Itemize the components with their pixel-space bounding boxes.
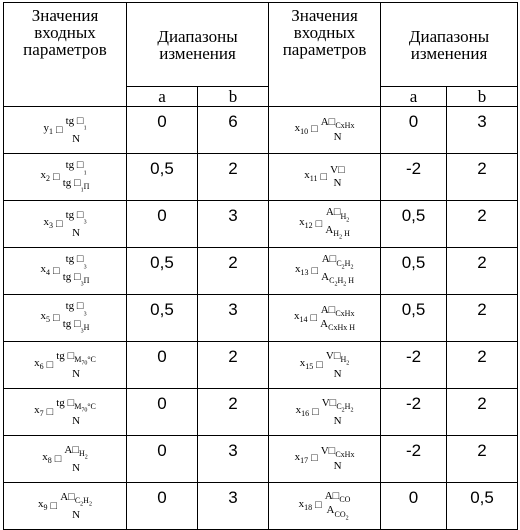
header-params-line-3: параметров: [23, 40, 107, 59]
fraction: [56, 397, 96, 427]
header-b-left: b: [198, 87, 269, 107]
parameter-index: 4: [46, 268, 51, 278]
numerator-symbol: A: [320, 303, 329, 316]
box-glyph: □: [72, 443, 79, 456]
numerator-subscript: H2: [340, 211, 350, 224]
fraction-numerator: [66, 159, 87, 177]
fraction-numerator: [56, 397, 96, 415]
denominator-symbol: N: [333, 459, 342, 472]
fraction-numerator: [326, 350, 349, 368]
value-b-right: 2: [447, 295, 518, 342]
equals-box-glyph: □: [316, 358, 323, 371]
numerator-symbol: V: [320, 445, 329, 458]
parameter-expression: [269, 154, 381, 201]
value-a-left: 0: [127, 107, 198, 154]
fraction-numerator: [56, 350, 96, 368]
parameter-expression: [269, 436, 381, 483]
parameter-var: x: [295, 404, 302, 417]
value-b-left: 2: [198, 389, 269, 436]
parameter-index: 8: [47, 456, 52, 466]
box-glyph: □: [67, 396, 75, 409]
box-glyph: □: [328, 445, 336, 458]
fraction-denominator: [72, 415, 80, 428]
denominator-symbol: N: [72, 226, 81, 239]
denominator-subscript: CxHx H: [328, 323, 356, 333]
value-a-left: 0: [127, 389, 198, 436]
parameter-var: x: [295, 263, 301, 276]
numerator-subscript: C2H2: [336, 402, 354, 414]
header-a-left: a: [127, 87, 198, 107]
parameter-label: [34, 358, 44, 371]
value-b-right: 0,5: [447, 483, 518, 530]
fraction-numerator: [321, 445, 355, 459]
numerator-symbol: A: [64, 443, 73, 456]
fraction-denominator: [72, 227, 80, 240]
equals-box-glyph: □: [311, 264, 319, 277]
box-glyph: □: [332, 489, 340, 502]
numerator-subscript: H2: [340, 355, 350, 367]
header-ranges-right: [381, 3, 518, 87]
equals-box-glyph: □: [312, 405, 319, 418]
fraction-numerator: [325, 490, 351, 504]
denominator-symbol: N: [72, 367, 81, 380]
equals-box-glyph: □: [320, 170, 328, 183]
header-input-params-right: [269, 3, 381, 107]
value-b-right: 3: [447, 107, 518, 154]
box-glyph: □: [76, 159, 84, 172]
box-glyph: □: [67, 349, 75, 362]
numerator-subscript: 3: [83, 264, 87, 271]
fraction: [66, 209, 87, 239]
fraction-denominator: [63, 318, 90, 336]
numerator-subscript: 3: [83, 219, 87, 226]
parameter-index: 13: [300, 268, 309, 278]
parameter-var: y: [43, 122, 49, 135]
fraction-numerator: [321, 116, 355, 130]
numerator-subscript: C2H2: [336, 258, 354, 271]
parameter-label: [299, 499, 313, 512]
header-params-line-2: входных: [293, 23, 356, 42]
fraction: [321, 445, 355, 472]
value-b-left: 2: [198, 342, 269, 389]
fraction: [326, 350, 349, 380]
fraction-numerator: [321, 304, 355, 318]
fraction: [325, 490, 351, 522]
fraction: [330, 164, 345, 189]
box-glyph: □: [76, 300, 84, 313]
numerator-subscript: CxHx: [335, 308, 355, 318]
fraction: [320, 304, 355, 333]
equals-box-glyph: □: [310, 311, 318, 324]
numerator-symbol: V: [330, 164, 339, 177]
parameter-index: 5: [46, 315, 51, 325]
parameter-expression: [4, 248, 127, 295]
denominator-subscript: C2H2 H: [329, 276, 355, 288]
value-b-left: 2: [198, 154, 269, 201]
fraction-denominator: [320, 318, 355, 332]
value-a-left: 0: [127, 201, 198, 248]
numerator-symbol: V: [321, 396, 330, 409]
fraction: [325, 206, 350, 241]
equals-box-glyph: □: [55, 123, 63, 136]
denominator-symbol: N: [333, 177, 342, 189]
box-glyph: □: [328, 303, 336, 316]
numerator-subscript: М70°C: [74, 402, 96, 414]
equals-box-glyph: □: [311, 452, 318, 465]
equals-box-glyph: □: [311, 123, 318, 136]
denominator-symbol: N: [72, 132, 81, 145]
parameter-index: 6: [39, 362, 44, 372]
header-ranges-line-1: Диапазоны: [408, 26, 490, 46]
parameter-expression: [4, 295, 127, 342]
parameter-label: [38, 499, 48, 512]
equals-box-glyph: □: [54, 452, 62, 465]
fraction-denominator: [334, 415, 342, 428]
numerator-subscript: C2H2: [74, 496, 92, 508]
fraction: [322, 397, 354, 427]
value-a-right: 0,5: [381, 295, 447, 342]
parameter-index: 16: [301, 409, 310, 419]
fraction-numerator: [322, 253, 354, 271]
denominator-subscript: CO2: [334, 509, 349, 522]
value-a-left: 0: [127, 483, 198, 530]
fraction-denominator: [327, 504, 349, 522]
parameter-label: [41, 311, 51, 324]
parameter-index: 14: [299, 315, 308, 325]
parameter-var: x: [304, 169, 310, 182]
parameter-label: [41, 170, 51, 183]
equals-box-glyph: □: [315, 499, 322, 512]
value-a-right: -2: [381, 342, 447, 389]
value-b-right: 2: [447, 154, 518, 201]
equals-box-glyph: □: [315, 217, 323, 230]
table-row: [4, 342, 518, 389]
parameter-var: x: [294, 310, 300, 323]
parameter-label: [295, 452, 309, 465]
numerator-symbol: tg: [65, 114, 75, 127]
fraction: [63, 159, 90, 194]
box-glyph: □: [76, 253, 84, 266]
table-row: [4, 295, 518, 342]
value-b-left: 3: [198, 436, 269, 483]
parameter-index: 12: [304, 221, 313, 231]
parameter-expression: [4, 436, 127, 483]
value-a-left: 0: [127, 436, 198, 483]
table-row: [4, 107, 518, 154]
value-b-left: 3: [198, 201, 269, 248]
parameter-index: 1: [48, 127, 53, 137]
table-row: [4, 154, 518, 201]
denominator-symbol: A: [325, 224, 334, 236]
parameter-expression: [269, 483, 381, 530]
fraction-denominator: [334, 460, 342, 473]
numerator-subscript: 1: [83, 125, 87, 132]
parameter-var: x: [34, 357, 40, 370]
header-ranges-left: [127, 3, 269, 87]
fraction-numerator: [66, 115, 87, 133]
value-a-right: 0,5: [381, 248, 447, 295]
header-params-line-2: входных: [34, 23, 96, 42]
parameter-expression: [4, 342, 127, 389]
header-ranges-line-2: изменения: [410, 43, 488, 63]
value-b-left: 3: [198, 295, 269, 342]
box-glyph: □: [328, 116, 336, 129]
table-row: [4, 248, 518, 295]
parameter-var: x: [42, 451, 48, 464]
value-a-right: 0: [381, 483, 447, 530]
box-glyph: □: [74, 318, 81, 330]
numerator-symbol: tg: [65, 208, 75, 221]
fraction-denominator: [72, 133, 80, 146]
fraction-denominator: [72, 462, 80, 475]
denominator-subscript: 3П: [80, 276, 90, 288]
parameter-index: 9: [43, 503, 48, 513]
numerator-symbol: tg: [56, 349, 65, 362]
fraction-numerator: [60, 491, 92, 509]
value-a-left: 0: [127, 342, 198, 389]
header-params-line-1: Значения: [291, 6, 358, 25]
value-b-right: 2: [447, 248, 518, 295]
header-params-line-1: Значения: [31, 6, 99, 25]
box-glyph: □: [333, 206, 341, 219]
value-b-right: 2: [447, 436, 518, 483]
equals-box-glyph: □: [53, 311, 60, 324]
numerator-symbol: V: [325, 349, 334, 362]
parameter-label: [43, 217, 53, 230]
denominator-symbol: tg: [62, 318, 72, 330]
value-b-left: 3: [198, 483, 269, 530]
fraction: [56, 350, 96, 380]
parameter-label: [41, 264, 51, 277]
numerator-symbol: tg: [56, 396, 65, 409]
value-b-right: 2: [447, 342, 518, 389]
denominator-symbol: N: [72, 414, 81, 427]
numerator-subscript: CO: [339, 495, 351, 505]
header-params-line-3: параметров: [282, 40, 367, 59]
parameter-label: [296, 405, 310, 418]
numerator-symbol: A: [325, 206, 334, 219]
fraction-denominator: [63, 271, 90, 289]
parameter-label: [295, 123, 309, 136]
numerator-subscript: CxHx: [335, 450, 355, 460]
parameter-expression: [269, 201, 381, 248]
parameter-var: x: [40, 169, 47, 182]
table-body: [4, 107, 518, 530]
value-a-right: 0,5: [381, 201, 447, 248]
parameter-label: [304, 170, 317, 183]
parameter-expression: [269, 389, 381, 436]
value-a-left: 0,5: [127, 154, 198, 201]
parameter-label: [34, 405, 44, 418]
parameter-index: 11: [309, 174, 318, 184]
parameter-expression: [269, 248, 381, 295]
denominator-symbol: A: [321, 271, 330, 283]
value-a-left: 0,5: [127, 295, 198, 342]
parameter-label: [295, 264, 309, 277]
header-input-params-left: [4, 3, 127, 107]
parameter-var: x: [34, 404, 40, 417]
fraction-numerator: [330, 164, 345, 177]
box-glyph: □: [329, 396, 337, 409]
parameter-var: x: [299, 216, 305, 229]
fraction-numerator: [66, 300, 87, 318]
equals-box-glyph: □: [53, 264, 60, 277]
table-row: [4, 201, 518, 248]
value-b-right: 2: [447, 389, 518, 436]
fraction: [60, 491, 92, 521]
parameter-var: x: [40, 263, 47, 276]
fraction-denominator: [72, 509, 80, 522]
denominator-subscript: 1П: [80, 182, 90, 194]
box-glyph: □: [329, 253, 337, 266]
equals-box-glyph: □: [53, 170, 60, 183]
numerator-subscript: М70°C: [74, 355, 96, 367]
parameter-index: 15: [305, 362, 314, 372]
denominator-symbol: tg: [62, 271, 72, 283]
fraction-denominator: [63, 177, 90, 195]
parameter-expression: [4, 483, 127, 530]
value-b-right: 2: [447, 201, 518, 248]
parameter-expression: [4, 107, 127, 154]
fraction: [63, 253, 90, 288]
parameter-expression: [269, 107, 381, 154]
parameter-var: x: [299, 357, 306, 370]
fraction: [321, 253, 354, 288]
denominator-symbol: N: [72, 461, 81, 474]
parameter-expression: [4, 201, 127, 248]
parameter-var: x: [43, 216, 49, 229]
value-a-right: 0: [381, 107, 447, 154]
fraction-denominator: [334, 131, 342, 144]
equals-box-glyph: □: [55, 217, 63, 230]
numerator-symbol: A: [324, 489, 333, 502]
numerator-subscript: 3: [83, 311, 87, 318]
value-a-left: 0,5: [127, 248, 198, 295]
box-glyph: □: [76, 114, 84, 127]
numerator-subscript: H2: [78, 449, 88, 461]
parameter-index: 18: [304, 503, 313, 513]
parameter-var: x: [38, 498, 44, 511]
box-glyph: □: [68, 490, 75, 503]
parameter-var: x: [298, 498, 305, 511]
parameter-index: 7: [39, 409, 44, 419]
fraction: [66, 115, 87, 145]
fraction: [321, 116, 355, 143]
fraction-denominator: [333, 177, 341, 190]
header-b-right: b: [447, 87, 518, 107]
parameter-ranges-table: [3, 2, 518, 530]
parameter-label: [294, 311, 308, 324]
denominator-symbol: A: [326, 504, 335, 517]
value-a-right: -2: [381, 436, 447, 483]
parameter-expression: [269, 295, 381, 342]
value-b-left: 2: [198, 248, 269, 295]
numerator-subscript: 1: [83, 170, 87, 177]
equals-box-glyph: □: [46, 405, 54, 418]
equals-box-glyph: □: [46, 358, 54, 371]
denominator-symbol: tg: [62, 177, 72, 189]
fraction-numerator: [326, 206, 349, 224]
fraction: [63, 300, 90, 335]
numerator-symbol: tg: [65, 300, 75, 313]
fraction-numerator: [66, 253, 87, 271]
parameter-label: [42, 452, 52, 465]
box-glyph: □: [333, 349, 341, 362]
value-b-left: 6: [198, 107, 269, 154]
parameter-expression: [269, 342, 381, 389]
table-row: [4, 389, 518, 436]
fraction-numerator: [322, 397, 354, 415]
denominator-symbol: N: [333, 130, 342, 143]
header-a-right: a: [381, 87, 447, 107]
value-a-right: -2: [381, 154, 447, 201]
box-glyph: □: [76, 208, 84, 221]
parameter-expression: [4, 389, 127, 436]
table-row: [4, 436, 518, 483]
equals-box-glyph: □: [50, 499, 58, 512]
numerator-symbol: tg: [65, 253, 75, 266]
denominator-symbol: N: [333, 367, 342, 380]
fraction-denominator: [321, 271, 354, 289]
parameter-label: [299, 217, 313, 230]
numerator-symbol: A: [321, 253, 330, 266]
fraction: [64, 444, 87, 474]
denominator-symbol: N: [333, 414, 342, 427]
parameter-var: x: [294, 451, 301, 464]
parameter-index: 17: [300, 456, 309, 466]
parameter-var: x: [294, 122, 301, 135]
fraction-denominator: [334, 368, 342, 381]
header-ranges-line-2: изменения: [159, 43, 236, 63]
denominator-symbol: A: [320, 318, 329, 330]
value-a-right: -2: [381, 389, 447, 436]
fraction-denominator: [72, 368, 80, 381]
fraction-denominator: [325, 224, 350, 242]
parameter-index: 2: [46, 174, 51, 184]
parameter-label: [43, 123, 53, 136]
fraction-numerator: [66, 209, 87, 227]
header-ranges-line-1: Диапазоны: [157, 26, 238, 46]
box-glyph: □: [338, 164, 345, 177]
box-glyph: □: [74, 271, 81, 283]
table-row: [4, 483, 518, 530]
parameter-var: x: [40, 310, 47, 323]
box-glyph: □: [74, 177, 81, 189]
parameter-index: 3: [48, 221, 53, 231]
numerator-subscript: CxHx: [335, 121, 355, 131]
parameter-expression: [4, 154, 127, 201]
denominator-symbol: N: [72, 508, 81, 521]
parameter-label: [300, 358, 314, 371]
numerator-symbol: A: [60, 490, 69, 503]
denominator-subscript: H2 H: [333, 229, 350, 241]
fraction-numerator: [64, 444, 87, 462]
parameter-index: 10: [300, 127, 309, 137]
numerator-symbol: A: [320, 116, 329, 129]
numerator-symbol: tg: [65, 159, 75, 172]
denominator-subscript: 3Н: [80, 323, 90, 335]
